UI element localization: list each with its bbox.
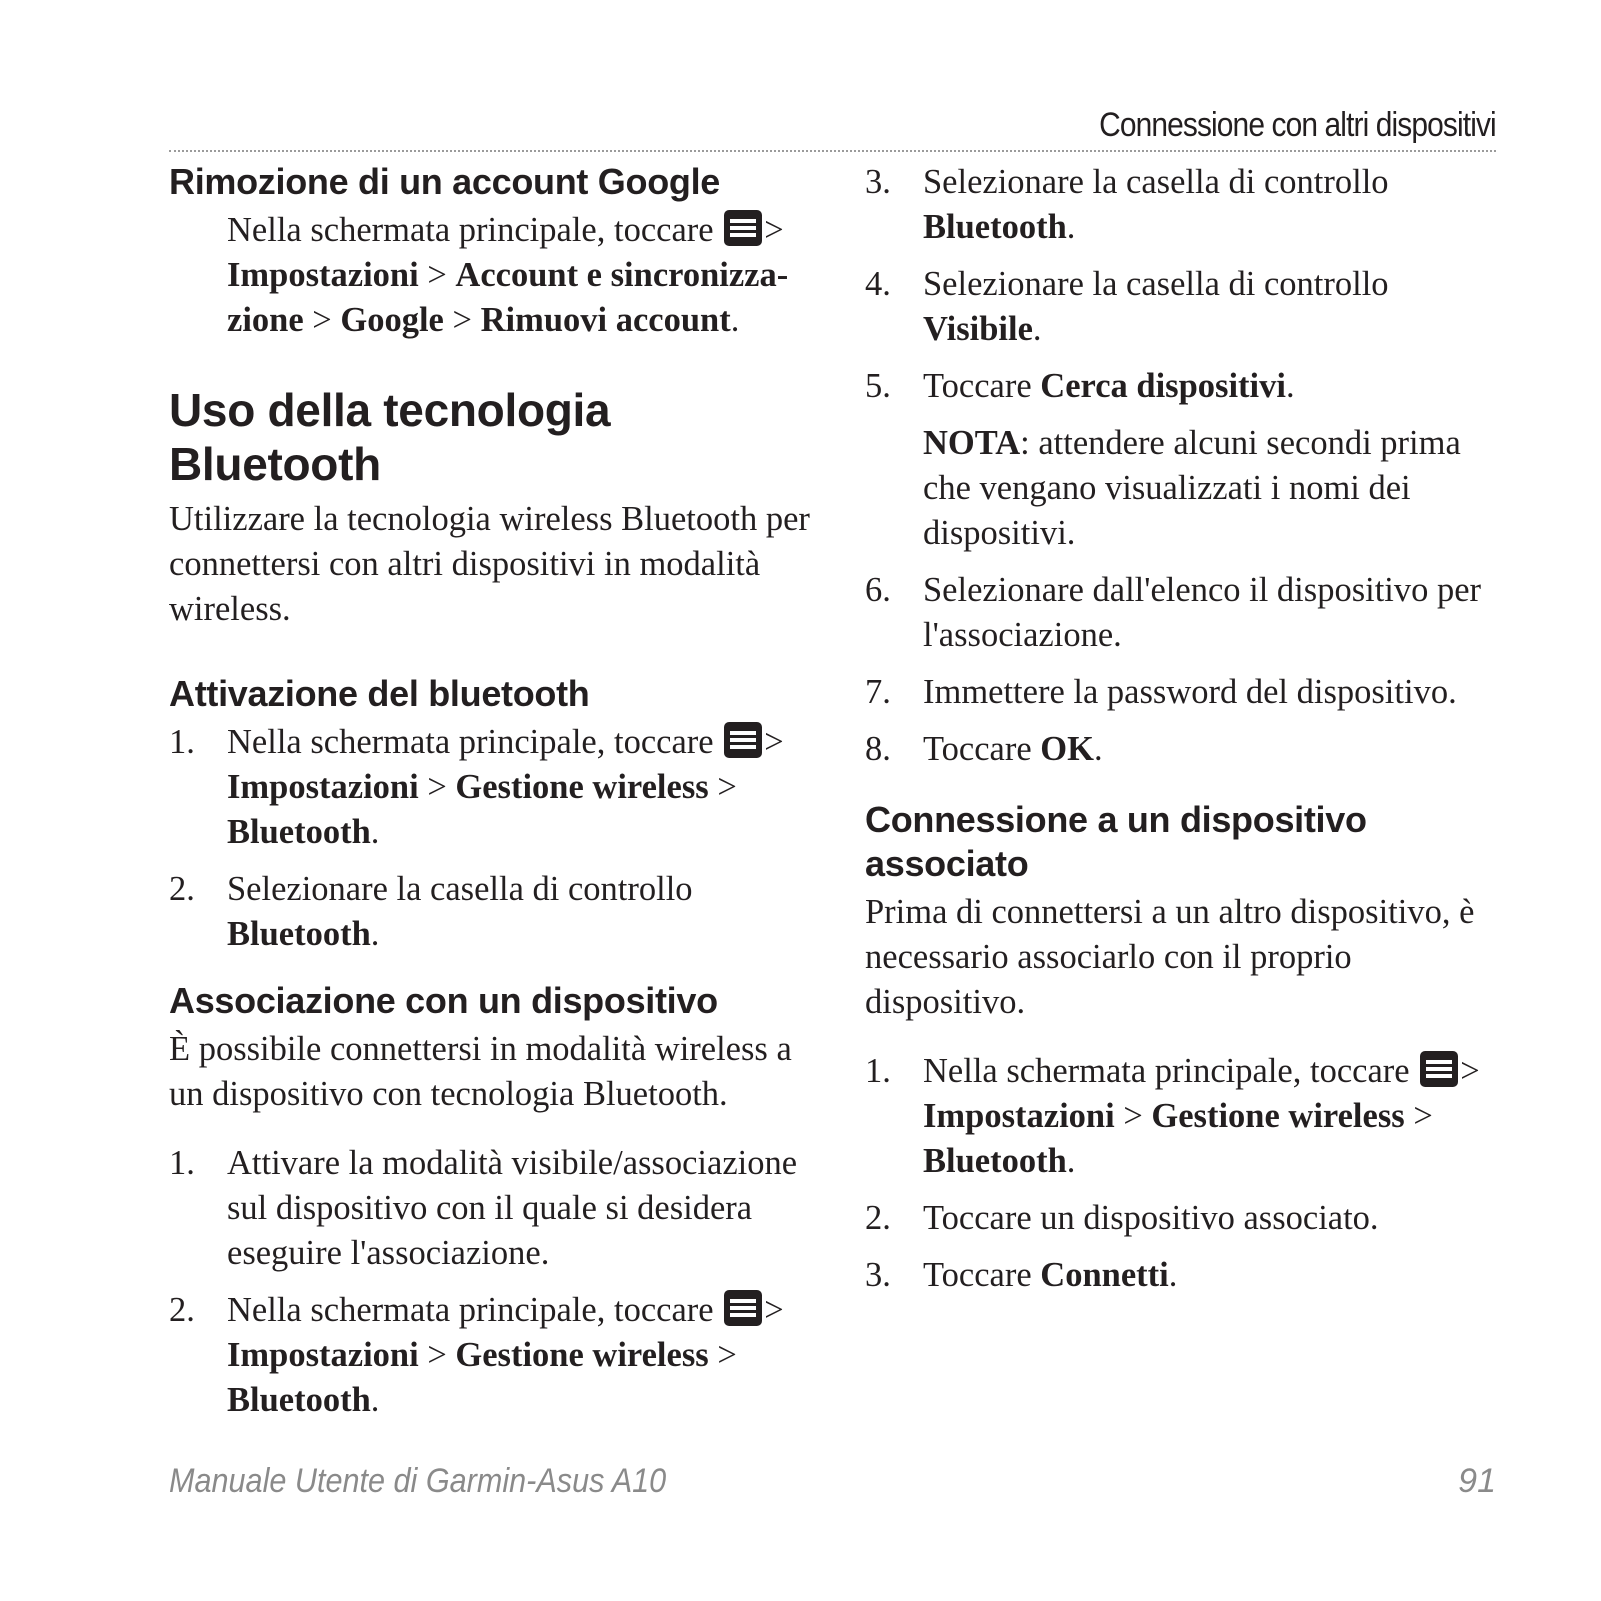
separator: > xyxy=(717,1336,737,1374)
text: Nella schermata principale, toccare xyxy=(227,723,714,761)
footer-manual-title: Manuale Utente di Garmin-Asus A10 xyxy=(169,1462,667,1500)
bold-term: Visibile xyxy=(923,310,1033,348)
period: . xyxy=(1285,367,1295,405)
list-item xyxy=(865,727,1500,772)
connect-intro: Prima di connettersi a un altro dispositivo, è necessario associarlo con il proprio dispositivo. xyxy=(865,893,1475,1021)
bold-term: Impostazioni xyxy=(923,1097,1115,1135)
text: Nella schermata principale, toccare xyxy=(227,1291,714,1329)
bold-term: Gestione wireless xyxy=(455,768,709,806)
list-item xyxy=(865,1253,1500,1298)
heading-line: Connessione a un dispositivo xyxy=(865,799,1367,840)
bold-term: Bluetooth xyxy=(923,208,1067,246)
menu-icon xyxy=(1420,1051,1458,1087)
menu-icon xyxy=(724,210,762,246)
bold-term: Account e sincronizza- xyxy=(455,256,789,294)
period: . xyxy=(1093,730,1103,768)
step-number: 8. xyxy=(865,730,891,768)
pairing-intro: È possibile connettersi in modalità wireless a un dispositivo con tecnologia Bluetooth. xyxy=(169,1030,792,1113)
list-item xyxy=(169,720,819,855)
list-item xyxy=(865,670,1500,715)
bold-term: Impostazioni xyxy=(227,256,419,294)
left-column xyxy=(169,160,819,1423)
step-number: 6. xyxy=(865,571,891,609)
list-item xyxy=(169,1288,819,1423)
heading-line: associato xyxy=(865,843,1029,884)
text: Selezionare dall'elenco il dispositivo per l'associazione. xyxy=(923,571,1482,654)
period: . xyxy=(730,301,740,339)
bold-term: Bluetooth xyxy=(227,1381,371,1419)
period: . xyxy=(370,1381,380,1419)
separator: > xyxy=(1413,1097,1433,1135)
step-number: 3. xyxy=(865,1256,891,1294)
menu-icon xyxy=(724,1290,762,1326)
heading-bluetooth-technology xyxy=(169,383,819,491)
heading-pairing: Associazione con un dispositivo xyxy=(169,980,718,1021)
period: . xyxy=(1066,208,1076,246)
step-number: 3. xyxy=(865,163,891,201)
bold-term: Gestione wireless xyxy=(455,1336,709,1374)
separator: > xyxy=(717,768,737,806)
pairing-steps-continued xyxy=(865,160,1500,772)
text: Immettere la password del dispositivo. xyxy=(923,673,1457,711)
text: Selezionare la casella di controllo xyxy=(923,163,1389,201)
heading-activation: Attivazione del bluetooth xyxy=(169,673,590,714)
bold-term: Impostazioni xyxy=(227,768,419,806)
title-line: Uso della tecnologia xyxy=(169,384,611,436)
separator: > xyxy=(427,1336,447,1374)
period: . xyxy=(1032,310,1042,348)
list-item xyxy=(865,160,1500,250)
separator: > xyxy=(452,301,472,339)
list-item xyxy=(865,1049,1500,1184)
text: Selezionare la casella di controllo xyxy=(923,265,1389,303)
period: . xyxy=(370,813,380,851)
text: Nella schermata principale, toccare xyxy=(923,1052,1410,1090)
note-label: NOTA xyxy=(923,424,1021,462)
running-header: Connessione con altri dispositivi xyxy=(1099,106,1496,144)
list-item xyxy=(865,262,1500,352)
menu-icon xyxy=(724,722,762,758)
text: Toccare xyxy=(923,730,1032,768)
pairing-steps xyxy=(169,1141,819,1423)
list-item xyxy=(169,1141,819,1276)
step-number: 2. xyxy=(865,1199,891,1237)
right-column xyxy=(865,160,1500,1298)
list-item xyxy=(865,568,1500,658)
bold-term: Google xyxy=(340,301,444,339)
list-item xyxy=(865,1196,1500,1241)
step-number: 2. xyxy=(169,870,195,908)
activation-steps xyxy=(169,720,819,957)
separator: > xyxy=(764,211,784,249)
period: . xyxy=(370,915,380,953)
bold-term: zione xyxy=(227,301,304,339)
step-number: 1. xyxy=(169,723,195,761)
connect-steps xyxy=(865,1049,1500,1298)
separator: > xyxy=(1123,1097,1143,1135)
remove-google-instructions xyxy=(169,208,819,343)
note-text: : attendere alcuni secondi prima che vengano visualizzati i nomi dei dispositivi. xyxy=(923,424,1461,552)
step-number: 5. xyxy=(865,367,891,405)
bold-term: Rimuovi account xyxy=(480,301,731,339)
step-number: 1. xyxy=(169,1144,195,1182)
separator: > xyxy=(764,723,784,761)
period: . xyxy=(1168,1256,1178,1294)
period: . xyxy=(1066,1142,1076,1180)
bold-term: Connetti xyxy=(1040,1256,1169,1294)
list-item xyxy=(169,867,819,957)
separator: > xyxy=(427,768,447,806)
separator: > xyxy=(1460,1052,1480,1090)
bold-term: Bluetooth xyxy=(923,1142,1067,1180)
text: Toccare un dispositivo associato. xyxy=(923,1199,1379,1237)
text: Selezionare la casella di controllo xyxy=(227,870,693,908)
step-number: 7. xyxy=(865,673,891,711)
heading-connect-paired xyxy=(865,798,1500,886)
bold-term: Bluetooth xyxy=(227,813,371,851)
step-number: 1. xyxy=(865,1052,891,1090)
list-item xyxy=(865,364,1500,556)
note xyxy=(923,421,1500,556)
bold-term: Cerca dispositivi xyxy=(1040,367,1286,405)
bluetooth-intro: Utilizzare la tecnologia wireless Bluetooth per connettersi con altri dispositivi in modalità wireless. xyxy=(169,500,810,628)
heading-remove-google: Rimozione di un account Google xyxy=(169,161,721,202)
separator: > xyxy=(312,301,332,339)
text: Attivare la modalità visibile/associazione sul dispositivo con il quale si desidera eseguire l'associazione. xyxy=(227,1144,798,1272)
bold-term: Impostazioni xyxy=(227,1336,419,1374)
separator: > xyxy=(764,1291,784,1329)
text: Toccare xyxy=(923,1256,1032,1294)
step-number: 2. xyxy=(169,1291,195,1329)
bold-term: Gestione wireless xyxy=(1151,1097,1405,1135)
text: Nella schermata principale, toccare xyxy=(227,211,714,249)
header-divider xyxy=(169,150,1496,152)
bold-term: Bluetooth xyxy=(227,915,371,953)
bold-term: OK xyxy=(1040,730,1094,768)
text: Toccare xyxy=(923,367,1032,405)
step-number: 4. xyxy=(865,265,891,303)
separator: > xyxy=(427,256,447,294)
page-number: 91 xyxy=(1458,1462,1496,1500)
title-line: Bluetooth xyxy=(169,438,381,490)
